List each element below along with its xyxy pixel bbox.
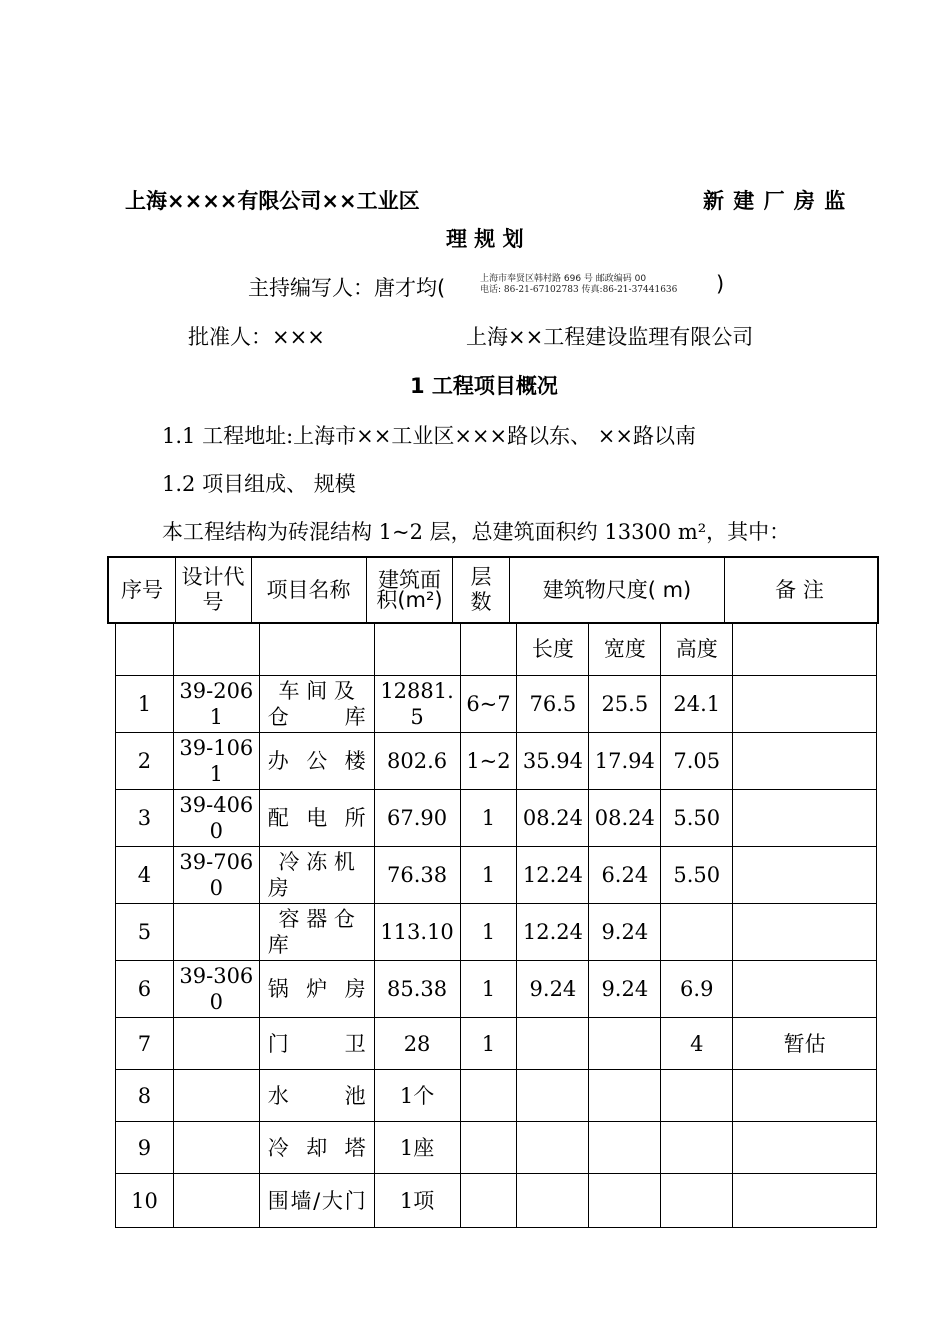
cell-floors: 1 — [460, 847, 517, 904]
cell-remark — [733, 733, 877, 790]
cell-length: 08.24 — [517, 790, 589, 847]
editor-close-paren: ) — [716, 272, 725, 296]
cell-area: 113.10 — [374, 904, 460, 961]
address-line: 1.1 工程地址:上海市××工业区×××路以东、 ××路以南 — [162, 424, 696, 448]
approver-name: ××× — [272, 325, 325, 349]
cell-floors: 1 — [460, 961, 517, 1018]
cell-length: 12.24 — [517, 847, 589, 904]
cell-length: 12.24 — [517, 904, 589, 961]
cell-height: 5.50 — [661, 847, 733, 904]
cell-area: 1座 — [374, 1122, 460, 1174]
cell-height: 5.50 — [661, 790, 733, 847]
cell-width: 17.94 — [589, 733, 661, 790]
cell-height: 6.9 — [661, 961, 733, 1018]
cell-seq: 9 — [116, 1122, 174, 1174]
cell-seq: 3 — [116, 790, 174, 847]
cell-area: 1项 — [374, 1174, 460, 1228]
cell-code — [173, 1070, 259, 1122]
cell-seq: 2 — [116, 733, 174, 790]
cell-seq: 10 — [116, 1174, 174, 1228]
cell-floors — [460, 1122, 517, 1174]
header-code: 设计代号 — [175, 558, 252, 622]
cell-code — [173, 1018, 259, 1070]
cell-code — [173, 1122, 259, 1174]
cell-height: 7.05 — [661, 733, 733, 790]
cell-remark — [733, 676, 877, 733]
cell-name: 门 卫 — [259, 1018, 374, 1070]
cell-floors: 1 — [460, 904, 517, 961]
cell-area: 802.6 — [374, 733, 460, 790]
cell-remark — [733, 847, 877, 904]
editor-line: 主持编写人：唐才均( — [248, 276, 446, 300]
cell-length — [517, 1174, 589, 1228]
cell-width: 6.24 — [589, 847, 661, 904]
cell-seq: 4 — [116, 847, 174, 904]
cell-name: 冷 却 塔 — [259, 1122, 374, 1174]
cell-remark — [733, 1070, 877, 1122]
header-name: 项目名称 — [251, 558, 367, 622]
cell-remark: 暂估 — [733, 1018, 877, 1070]
table-row — [116, 847, 877, 904]
cell-area: 1个 — [374, 1070, 460, 1122]
cell-code: 39-2061 — [173, 676, 259, 733]
approver-company: 上海××工程建设监理有限公司 — [466, 325, 754, 349]
cell-length — [517, 1018, 589, 1070]
cell-width — [589, 1070, 661, 1122]
cell-name: 办 公 楼 — [259, 733, 374, 790]
table-row — [116, 904, 877, 961]
cell-length — [517, 1122, 589, 1174]
cell-width: 9.24 — [589, 961, 661, 1018]
cell-code: 39-1061 — [173, 733, 259, 790]
header-seq: 序号 — [109, 558, 176, 622]
cell-seq: 7 — [116, 1018, 174, 1070]
cell-name: 容 器 仓 库 — [259, 904, 374, 961]
approver-label: 批准人： — [188, 325, 272, 349]
cell-height: 24.1 — [661, 676, 733, 733]
editor-phone: 电话: 86-21-67102783 传真:86-21-37441636 — [480, 285, 678, 295]
cell-code — [173, 904, 259, 961]
cell-remark — [733, 1122, 877, 1174]
table-row — [116, 961, 877, 1018]
cell-width — [589, 1018, 661, 1070]
table-row — [116, 733, 877, 790]
cell-remark — [733, 1174, 877, 1228]
approver-line — [188, 321, 325, 351]
table-row — [116, 790, 877, 847]
doc-title-right: 新 建 厂 房 监 — [703, 189, 847, 213]
cell-seq: 1 — [116, 676, 174, 733]
cell-floors: 1 — [460, 790, 517, 847]
cell-length — [517, 1070, 589, 1122]
editor-label: 主持编写人： — [248, 276, 374, 300]
cell-floors — [460, 1174, 517, 1228]
cell-name: 水 池 — [259, 1070, 374, 1122]
cell-height — [661, 1174, 733, 1228]
cell-remark — [733, 904, 877, 961]
table-row — [116, 1018, 877, 1070]
cell-height: 4 — [661, 1018, 733, 1070]
cell-code: 39-3060 — [173, 961, 259, 1018]
header-height: 高度 — [661, 622, 733, 676]
editor-address: 上海市奉贤区韩村路 696 号 邮政编码 00 — [480, 274, 647, 284]
header-width: 宽度 — [589, 622, 661, 676]
header-length: 长度 — [517, 622, 589, 676]
cell-width — [589, 1122, 661, 1174]
cell-width: 08.24 — [589, 790, 661, 847]
header-floors: 层数 — [453, 558, 510, 622]
summary-line: 本工程结构为砖混结构 1~2 层，总建筑面积约 13300 m²，其中： — [162, 520, 791, 544]
cell-area: 12881.5 — [374, 676, 460, 733]
cell-floors: 1~2 — [460, 733, 517, 790]
cell-seq: 5 — [116, 904, 174, 961]
cell-area: 28 — [374, 1018, 460, 1070]
composition-line: 1.2 项目组成、 规模 — [162, 472, 356, 496]
cell-seq: 8 — [116, 1070, 174, 1122]
cell-remark — [733, 961, 877, 1018]
doc-title-left: 上海××××有限公司××工业区 — [125, 189, 420, 213]
cell-name: 冷 冻 机 房 — [259, 847, 374, 904]
table-header — [107, 556, 879, 624]
cell-code: 39-4060 — [173, 790, 259, 847]
cell-code — [173, 1174, 259, 1228]
cell-height — [661, 1070, 733, 1122]
header-dims: 建筑物尺度( m) — [510, 558, 725, 622]
cell-name: 围墙/大门 — [259, 1174, 374, 1228]
cell-length: 76.5 — [517, 676, 589, 733]
table-row — [116, 1070, 877, 1122]
spec-table — [115, 621, 877, 1228]
table-row — [116, 1174, 877, 1228]
doc-title-line2: 理 规 划 — [446, 227, 524, 251]
cell-floors: 1 — [460, 1018, 517, 1070]
cell-name: 车 间 及 仓 库 — [259, 676, 374, 733]
header-area: 建筑面积(m²) — [367, 558, 453, 622]
cell-area: 76.38 — [374, 847, 460, 904]
subheader-row — [116, 622, 877, 676]
cell-seq: 6 — [116, 961, 174, 1018]
section-heading: 1 工程项目概况 — [410, 374, 558, 398]
cell-area: 67.90 — [374, 790, 460, 847]
cell-name: 锅 炉 房 — [259, 961, 374, 1018]
cell-floors: 6~7 — [460, 676, 517, 733]
cell-width: 9.24 — [589, 904, 661, 961]
cell-width: 25.5 — [589, 676, 661, 733]
cell-width — [589, 1174, 661, 1228]
table-row — [116, 676, 877, 733]
cell-floors — [460, 1070, 517, 1122]
cell-height — [661, 1122, 733, 1174]
cell-area: 85.38 — [374, 961, 460, 1018]
cell-length: 9.24 — [517, 961, 589, 1018]
cell-length: 35.94 — [517, 733, 589, 790]
cell-remark — [733, 790, 877, 847]
cell-name: 配 电 所 — [259, 790, 374, 847]
table-row — [116, 1122, 877, 1174]
header-remark: 备 注 — [775, 577, 824, 602]
editor-name: 唐才均 — [374, 276, 437, 300]
cell-height — [661, 904, 733, 961]
cell-code: 39-7060 — [173, 847, 259, 904]
